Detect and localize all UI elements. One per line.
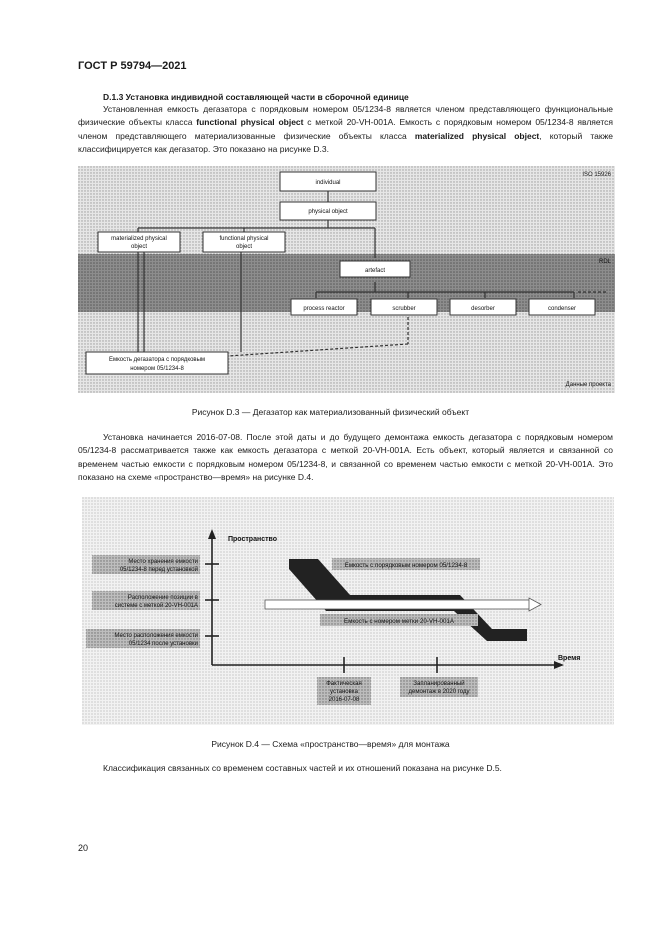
box-artefact-label: artefact (364, 268, 386, 274)
time-label-1b: установка (330, 689, 358, 695)
x-axis-label: Время (558, 655, 581, 662)
box-materialized-label-2: object (130, 244, 148, 250)
tag-band-label: Емкость с номером метки 20-VH-001A (344, 618, 454, 625)
box-vessel-label-1: Емкость дегазатора с порядковым (108, 357, 206, 363)
paragraph-2: Установка начинается 2016-07-08. После этой даты и до будущего демонтажа емкость дегазатора с порядковым номером 05/1234-8 рассматривается также как емкость дегазатора с меткой 20-VH-001A. Есть объект, который является и связанной со временем частью емкости с порядковым номером 05/1234-8, и связанной со временем частью емкости с меткой 20-VH-001A. Это показано на схеме «пространство—время» на рисунке D.4. (78, 432, 613, 483)
time-label-1c: 2016-07-08 (328, 697, 360, 703)
page-number: 20 (78, 843, 89, 853)
figure-d4 (82, 497, 614, 725)
tag-band (265, 600, 533, 609)
section-title: D.1.3 Установка индивидной составляющей части в сборочной единице (103, 92, 409, 102)
left-label-2a: Расположение позиции в (127, 595, 198, 601)
left-label-2b: системе с меткой 20-VH-001A (114, 603, 198, 609)
box-vessel-label-2: номером 05/1234-8 (130, 366, 184, 372)
left-label-1b: 05/1234-8 перед установкой (119, 567, 198, 573)
paragraph-1 (78, 103, 613, 157)
left-label-3a: Место расположения емкости (114, 633, 198, 639)
band-label-iso: ISO 15926 (582, 172, 611, 178)
box-physical-object-label: physical object (308, 209, 348, 215)
y-axis-label: Пространство (228, 536, 278, 543)
box-materialized-label-1: materialized physical (111, 236, 167, 242)
box-process-reactor-label: process reactor (303, 306, 345, 312)
time-label-2b: демонтаж в 2020 году (408, 689, 470, 695)
standard-header: ГОСТ Р 59794—2021 (78, 60, 187, 72)
box-functional-label-2: object (235, 244, 253, 250)
box-functional-label-1: functional physical (219, 236, 269, 242)
left-label-3b: 05/1234 после установки (128, 641, 198, 647)
box-condenser-label: condenser (547, 306, 577, 312)
box-individual-label: individual (315, 180, 341, 186)
box-desorber-label: desorber (471, 306, 495, 312)
band-label-project: Данные проекта (565, 382, 611, 388)
left-label-1a: Место хранения емкости (128, 559, 198, 565)
figure-d4-caption: Рисунок D.4 — Схема «пространство—время» для монтажа (211, 739, 450, 749)
time-label-1a: Фактическая (326, 681, 362, 687)
paragraph-1-run: Установленная емкость дегазатора с порядковым номером 05/1234-8 является членом представляющего функциональные физические объекты класса (78, 104, 613, 128)
box-scrubber-label: scrubber (392, 306, 416, 312)
serial-band-label: Емкость с порядковым номером 05/1234-8 (344, 562, 468, 569)
paragraph-1-run: с меткой 20-VH-001A. Емкость с порядковым номером 05/1234-8 является членом представляющего материализованные физические объекты класса (78, 117, 613, 141)
figure-d3 (78, 166, 615, 393)
time-label-2a: Запланированный (413, 681, 465, 687)
paragraph-1-run: materialized physical object (414, 130, 540, 141)
band-label-rdl: RDL (598, 259, 611, 265)
paragraph-1-run: functional physical object (196, 117, 304, 128)
figure-d3-caption: Рисунок D.3 — Дегазатор как материализованный физический объект (191, 407, 470, 417)
paragraph-3: Классификация связанных со временем составных частей и их отношений показана на рисунке D.5. (103, 763, 502, 773)
paragraph-1-run: , который также классифицируется как дегазатор. Это показано на рисунке D.3. (78, 130, 613, 155)
